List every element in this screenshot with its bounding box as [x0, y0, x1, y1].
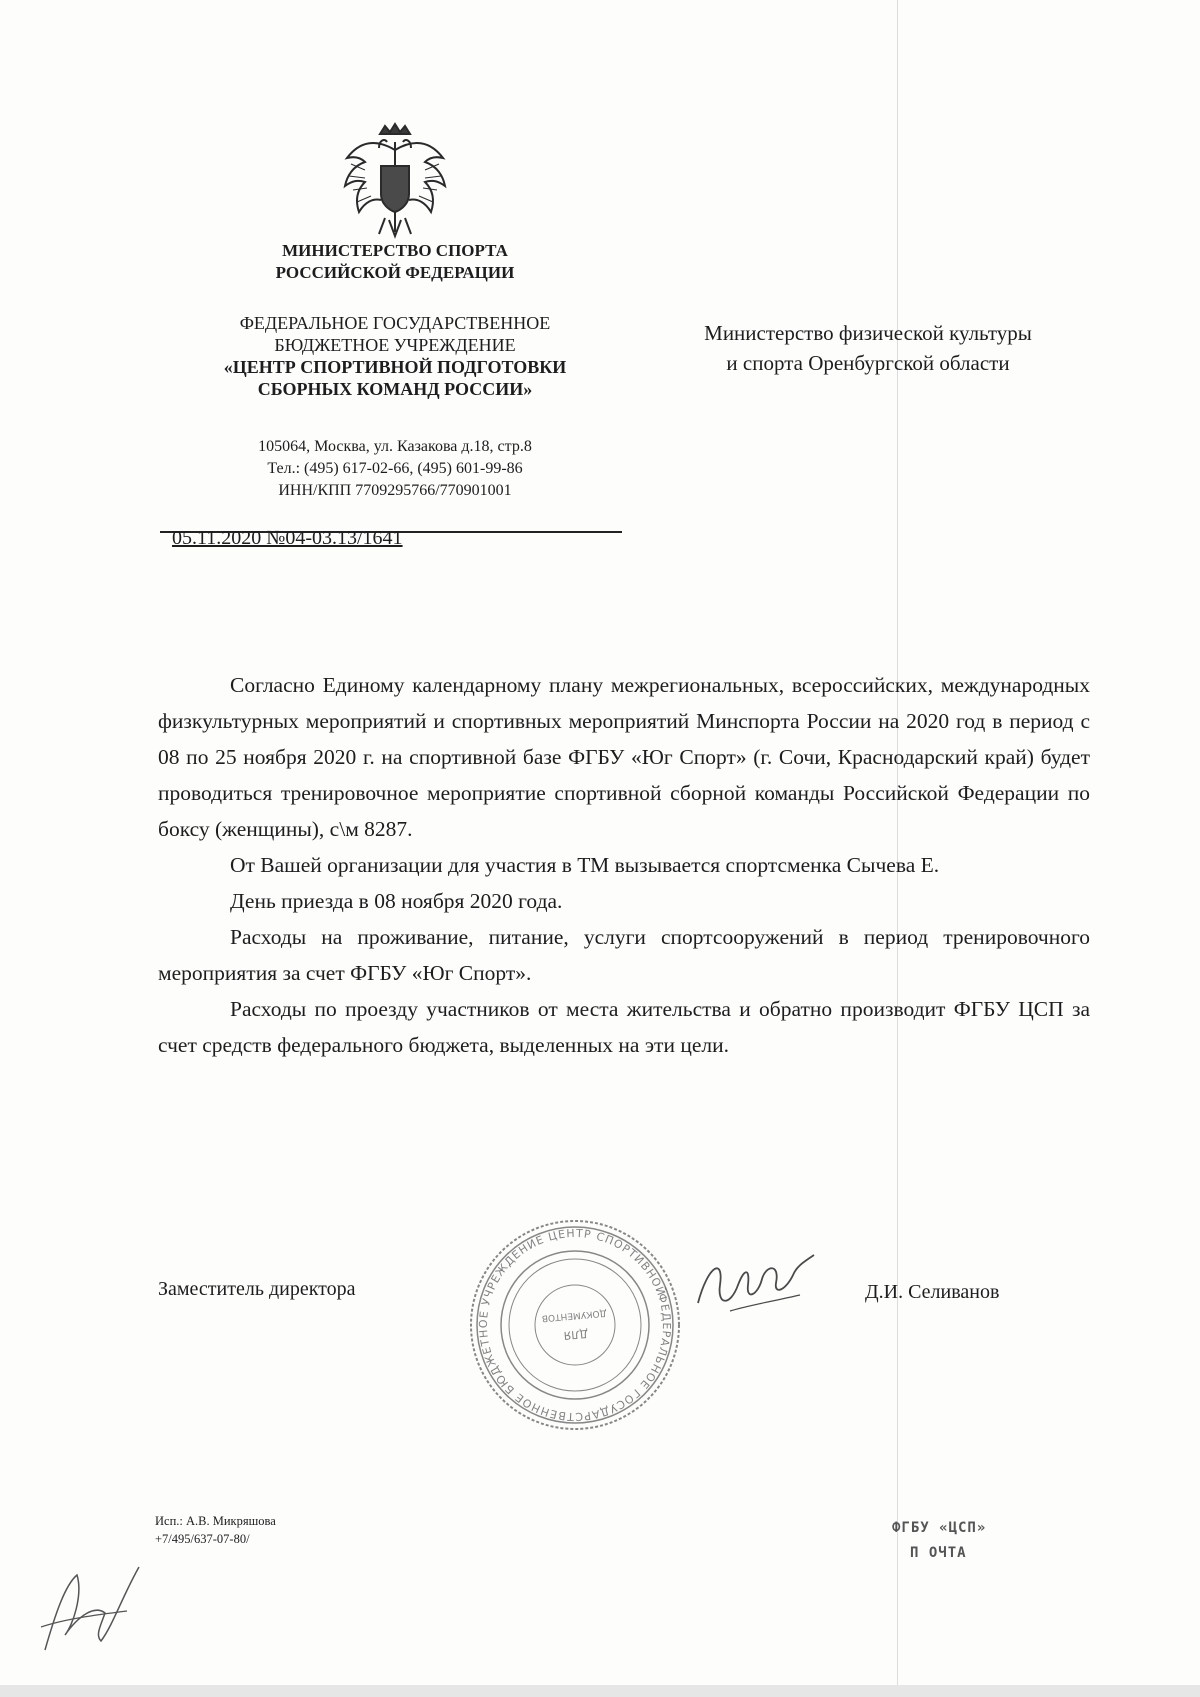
body-paragraph: От Вашей организации для участия в ТМ вызывается спортсменка Сычева Е.: [230, 853, 940, 877]
executor-name: Исп.: А.В. Микряшова: [155, 1514, 276, 1528]
executor-block: [155, 1512, 276, 1548]
agency-phone: Тел.: (495) 617-02-66, (495) 601-99-86: [267, 460, 523, 477]
ministry-name: [175, 240, 615, 284]
seal-center-line-1: ДЛЯ: [563, 1326, 589, 1343]
seal-center-line-2: ДОКУМЕНТОВ: [541, 1307, 607, 1323]
signatory-name: Д.И. Селиванов: [865, 1281, 1000, 1303]
agency-address: 105064, Москва, ул. Казакова д.18, стр.8: [258, 438, 532, 455]
agency-line-1: ФЕДЕРАЛЬНОЕ ГОСУДАРСТВЕННОЕ: [239, 313, 551, 333]
recipient-block: [638, 318, 1098, 378]
agency-line-2: БЮДЖЕТНОЕ УЧРЕЖДЕНИЕ: [274, 335, 516, 355]
body-paragraph: Расходы по проезду участников от места жительства и обратно производит ФГБУ ЦСП за счет средств федерального бюджета, выделенных на эти цели.: [158, 997, 1090, 1057]
reference-number: 05.11.2020 №04-03.13/1641: [172, 527, 403, 549]
ministry-line-1: МИНИСТЕРСТВО СПОРТА: [282, 241, 508, 260]
mail-stamp-line-2: П ОЧТА: [910, 1545, 967, 1561]
ministry-line-2: РОССИЙСКОЙ ФЕДЕРАЦИИ: [275, 263, 515, 282]
signatory-title: Заместитель директора: [158, 1278, 356, 1300]
agency-contacts: [185, 436, 605, 502]
official-seal: [465, 1215, 685, 1435]
mail-stamp: [892, 1516, 986, 1566]
handwritten-signature: [690, 1245, 820, 1325]
agency-line-3: «ЦЕНТР СПОРТИВНОЙ ПОДГОТОВКИ: [223, 357, 567, 377]
svg-text:ФЕДЕРАЛЬНОЕ ГОСУДАРСТВЕННОЕ БЮ: [465, 1215, 685, 1435]
recipient-line-2: и спорта Оренбургской области: [726, 351, 1010, 375]
agency-inn: ИНН/КПП 7709295766/770901001: [278, 482, 512, 499]
agency-line-4: СБОРНЫХ КОМАНД РОССИИ»: [257, 379, 533, 399]
mail-stamp-line-1: ФГБУ «ЦСП»: [892, 1520, 987, 1536]
body-paragraph: Расходы на проживание, питание, услуги спортсооружений в период тренировочного мероприятия за счет ФГБУ «Юг Спорт».: [158, 925, 1090, 985]
handwritten-initials: [35, 1555, 155, 1660]
body-paragraph: Согласно Единому календарному плану межрегиональных, всероссийских, международных физкультурных мероприятий и спортивных мероприятий Минспорта России на 2020 год в период с 08 по 25 ноября 2020 г. на спортивной базе ФГБУ «Юг Спорт» (г. Сочи, Краснодарский край) будет проводиться тренировочное мероприятие спортивной сборной команды Российской Федерации по боксу (женщины), с\м 8287.: [158, 673, 1090, 841]
body-paragraph: День приезда в 08 ноября 2020 года.: [230, 889, 563, 913]
executor-phone: +7/495/637-07-80/: [155, 1532, 250, 1546]
recipient-line-1: Министерство физической культуры: [704, 321, 1032, 345]
seal-ring-text: ФЕДЕРАЛЬНОЕ ГОСУДАРСТВЕННОЕ БЮДЖЕТНОЕ УЧРЕЖДЕНИЕ ЦЕНТР СПОРТИВНОЙ: [476, 1226, 674, 1424]
coat-of-arms-icon: [335, 120, 455, 240]
scan-bottom-edge: [0, 1685, 1200, 1697]
agency-name: [155, 312, 635, 400]
letter-body: [158, 667, 1090, 1063]
